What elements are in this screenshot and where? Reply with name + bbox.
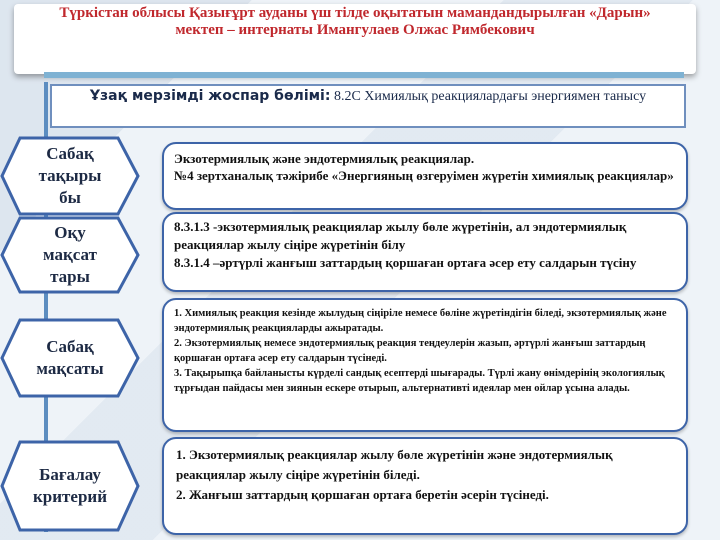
header-accent-bar (44, 72, 684, 78)
row-content-goals (162, 298, 688, 432)
plan-text: 8.2С Химиялық реакциялардағы энергиямен танысу (330, 89, 647, 104)
row-label-goals (0, 318, 140, 398)
row-content-criteria (162, 437, 688, 535)
row-label-topic (0, 136, 140, 216)
row-label-text: Сабақ тақыры бы (38, 144, 102, 207)
row-content-topic (162, 142, 688, 210)
row-label-objectives (0, 216, 140, 294)
plan-lead: Ұзақ мерзімді жоспар бөлімі: (89, 88, 331, 104)
row-content-objectives (162, 212, 688, 292)
row-label-text: Оқу мақсат тары (43, 223, 97, 286)
header-title: Түркістан облысы Қазығұрт ауданы үш тілде оқытатын мамандандырылған «Дарын» мектеп – интернаты Имангулаев Олжас Римбекович (59, 5, 651, 38)
row-content-text: 8.3.1.3 -экзотермиялық реакциялар жылу бөле жүретінін, ал эндотермиялық реакциялар жылу сіңіре жүретінін білу 8.3.1.4 –әртүрлі жанғыш заттардың қоршаған ортаға әсер ету салдарын түсіну (174, 219, 637, 270)
row-content-text: Экзотермиялық және эндотермиялық реакциялар. №4 зертханалық тәжірибе «Энергияның өзгеруімен жүретін химиялық реакциялар» (174, 151, 674, 183)
plan-section (50, 84, 686, 128)
row-label-text: Сабақ мақсаты (36, 337, 104, 378)
row-label-criteria (0, 440, 140, 532)
row-content-text: 1. Химиялық реакция кезінде жылудың сіңіріле немесе бөліне жүретіндігін біледі, экзотермиялық және эндотермиялық реакцияларды ажыратады. 2. Экзотермиялық немесе эндотермиялық реакция теңдеулерін жазып, әртүрлі жанғыш заттардың қоршаған ортаға әсер ету салдарын түсінеді. 3. Тақырыпқа байланысты күрделі сандық есептерді шығарады. Түрлі жану өнімдерінің экологиялық тұрғыдан пайдасы мен зиянын ескере отырып, альтернативті идеялар мен ойлар ұсына алады. (174, 308, 667, 394)
header-banner (14, 4, 696, 74)
row-label-text: Бағалау критерий (33, 465, 107, 506)
row-content-text: 1. Экзотермиялық реакциялар жылу бөле жүретінін және эндотермиялық реакциялар жылу сіңіре жүретінін біледі. 2. Жанғыш заттардың қоршаған ортаға беретін әсерін түсінеді. (176, 447, 613, 502)
